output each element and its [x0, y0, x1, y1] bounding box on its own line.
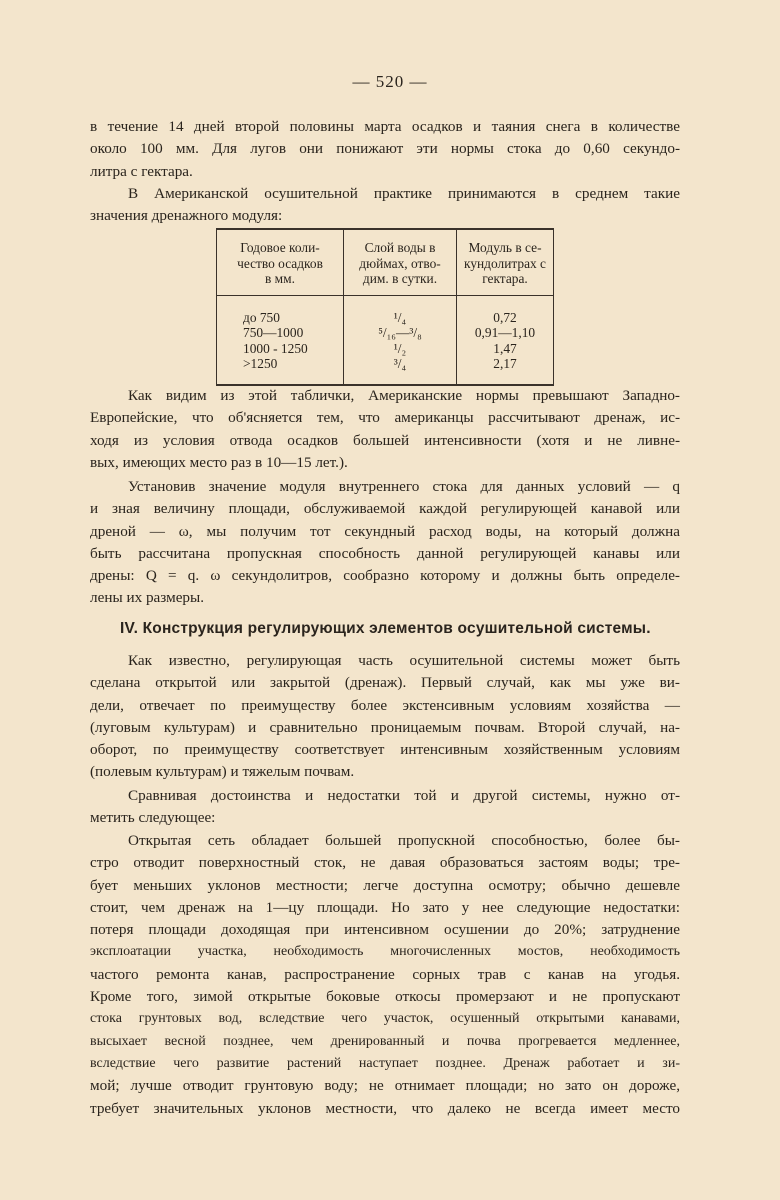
text-line: частого ремонта канав, распространение сорных трав с канав на угодья. [90, 965, 680, 983]
text-line: дели, отвечает по преимуществу более экстенсивным условиям хозяйства — [90, 696, 680, 714]
text-line: около 100 мм. Для лугов они понижают эти нормы стока до 0,60 секундо- [90, 140, 680, 158]
text-line: Европейские, что об'ясняется тем, что американцы рассчитывают дренаж, ис- [90, 409, 680, 427]
modulus-values: 0,72 0,91—1,10 1,47 2,17 [457, 295, 554, 385]
column-header-water-layer: Слой воды в дюймах, отво- дим. в сутки. [344, 229, 457, 295]
text-line: стока грунтовых вод, вследствие чего участок, осушенный открытыми канавами, [90, 1011, 680, 1027]
page-number: — 520 — [352, 72, 428, 91]
precipitation-values: до 750 750—1000 1000 - 1250 >1250 [217, 295, 344, 385]
text-line: Сравнивая достоинства и недостатки той и другой системы, нужно от- [128, 787, 680, 804]
table-header-row [217, 229, 554, 295]
table-row [217, 295, 554, 385]
text-line: стро отводит поверхностный сток, не давая образоваться застоям воды; тре- [90, 854, 680, 872]
paragraph-7 [90, 830, 680, 1120]
water-layer-values: ¹/₄ ⁵/₁₆—³/₈ ¹/₂ ³/₄ [344, 295, 457, 385]
text-line: ходя из условия отвода осадков большей интенсивности (хотя и не ливне- [90, 431, 680, 449]
text-line: стоит, чем дренаж на 1—цу площади. Но зато у нее следующие недостатки: [90, 898, 680, 916]
paragraph-6 [90, 785, 680, 830]
text-line: вследствие чего развитие растений наступает позднее. Дренаж работает и зи- [90, 1055, 680, 1071]
paragraph-2 [90, 183, 680, 228]
text-line: Кроме того, зимой открытые боковые откосы промерзают и не пропускают [90, 988, 680, 1006]
text-line: значения дренажного модуля: [90, 207, 283, 225]
text-line: быть рассчитана пропускная способность данной регулирующей канавы или [90, 544, 680, 562]
text-line: эксплоатации участка, необходимость многочисленных мостов, необходимость [90, 944, 680, 960]
text-line: Как видим из этой таблички, Американские нормы превышают Западно- [128, 387, 680, 404]
text-line: высыхает весной позднее, чем дренированный и почва прогревается медленнее, [90, 1033, 680, 1049]
text-line: Открытая сеть обладает большей пропускной способностью, более бы- [128, 832, 680, 849]
text-line: (полевым культурам) и тяжелым почвам. [90, 763, 355, 781]
text-line: (луговым культурам) и сравнительно проницаемым почвам. Второй случай, на- [90, 718, 680, 736]
text-line: В Американской осушительной практике принимаются в среднем такие [128, 185, 680, 202]
paragraph-4 [90, 476, 680, 610]
text-line: оборот, по преимуществу соответствует интенсивным хозяйственным условиям [90, 741, 680, 759]
text-line: бует меньших уклонов местности; легче доступна осмотру; обычно дешевле [90, 876, 680, 894]
text-line: и зная величину площади, обслуживаемой каждой регулирующей канавой или [90, 500, 680, 518]
text-line: дрены: Q = q. ω секундолитров, сообразно которому и должны быть определе- [90, 567, 680, 585]
text-line: метить следующее: [90, 809, 216, 827]
text-line: литра с гектара. [90, 162, 193, 180]
paragraph-1 [90, 116, 680, 183]
text-line: в течение 14 дней второй половины марта осадков и таяния снега в количестве [90, 118, 680, 135]
text-line: требует значительных уклонов местности, что далеко не всегда имеет место [90, 1099, 680, 1117]
text-line: сделана открытой или закрытой (дренаж). Первый случай, как мы уже ви- [90, 674, 680, 692]
text-line: мой; лучше отводит грунтовую воду; не отнимает площади; но зато он дороже, [90, 1077, 680, 1095]
column-header-precipitation: Годовое коли- чество осадков в мм. [217, 229, 344, 295]
text-line: лены их размеры. [90, 589, 205, 607]
drainage-modulus-table [216, 228, 554, 386]
paragraph-3 [90, 385, 680, 474]
text-line: потеря площади доходящая при интенсивном осушении до 20%; затруднение [90, 921, 680, 939]
column-header-modulus: Модуль в се- кундолитрах с гектара. [457, 229, 554, 295]
text-line: Установив значение модуля внутреннего стока для данных условий — q [128, 478, 680, 495]
section-heading: IV. Конструкция регулирующих элементов осушительной системы. [120, 620, 651, 637]
text-line: вых, имеющих место раз в 10—15 лет.). [90, 453, 348, 471]
text-line: дреной — ω, мы получим тот секундный расход воды, на который должна [90, 522, 680, 540]
text-line: Как известно, регулирующая часть осушительной системы может быть [128, 652, 680, 669]
paragraph-5 [90, 650, 680, 784]
